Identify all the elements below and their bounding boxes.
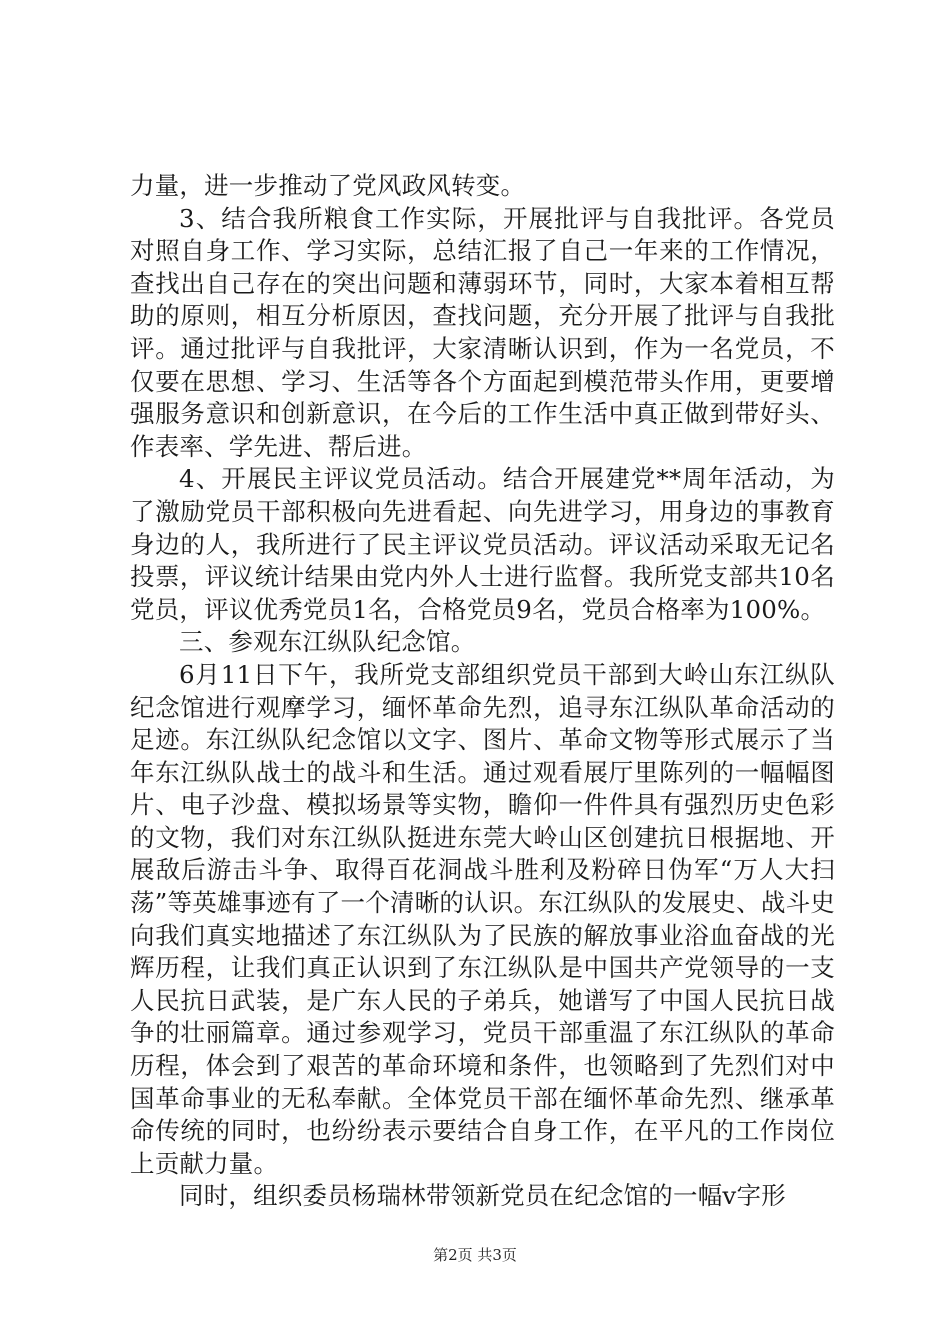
section-heading-memorial-visit: 三、参观东江纵队纪念馆。	[179, 627, 476, 657]
page-footer: 第2页 共3页	[433, 1246, 517, 1264]
paragraph-memorial-visit: 6月11日下午，我所党支部组织党员干部到大岭山东江纵队纪念馆进行观摩学习，缅怀革命先烈，追寻东江纵队革命活动的足迹。东江纵队纪念馆以文字、图片、革命文物等形式展示了当年东江纵队战士的战斗和生活。通过观看展厅里陈列的一幅幅图片、电子沙盘、模拟场景等实物，瞻仰一件件具有强烈历史色彩的文物，我们对东江纵队挺进东莞大岭山区创建抗日根据地、开展敌后游击斗争、取得百花洞战斗胜利及粉碎日伪军“万人大扫荡”等英雄事迹有了一个清晰的认识。东江纵队的发展史、战斗史向我们真实地描述了东江纵队为了民族的解放事业浴血奋战的光辉历程，让我们真正认识到了东江纵队是中国共产党领导的一支人民抗日武装，是广东人民的子弟兵，她谱写了中国人民抗日战争的壮丽篇章。通过参观学习，党员干部重温了东江纵队的革命历程，体会到了艰苦的革命环境和条件，也领略到了先烈们对中国革命事业的无私奉献。全体党员干部在缅怀革命先烈、继承革命传统的同时，也纷纷表示要结合自身工作，在平凡的工作岗位上贡献力量。	[130, 659, 835, 1178]
paragraph-democratic-review: 4、开展民主评议党员活动。结合开展建党**周年活动，为了激励党员干部积极向先进看起、向先进学习，用身边的事教育身边的人，我所进行了民主评议党员活动。评议活动采取无记名投票，评议统计结果由党内外人士进行监督。我所党支部共10名党员，评议优秀党员1名，合格党员9名，党员合格率为100%。	[130, 464, 835, 624]
paragraph-continuation: 力量，进一步推动了党风政风转变。	[130, 171, 526, 200]
body-text	[130, 170, 835, 1213]
paragraph-criticism: 3、结合我所粮食工作实际，开展批评与自我批评。各党员对照自身工作、学习实际，总结汇报了自己一年来的工作情况，查找出自己存在的突出问题和薄弱环节，同时，大家本着相互帮助的原则，相互分析原因，查找问题，充分开展了批评与自我批评。通过批评与自我批评，大家清晰认识到，作为一名党员，不仅要在思想、学习、生活等各个方面起到模范带头作用，更要增强服务意识和创新意识，在今后的工作生活中真正做到带好头、作表率、学先进、帮后进。	[130, 203, 835, 461]
paragraph-new-members: 同时，组织委员杨瑞林带领新党员在纪念馆的一幅v字形	[179, 1181, 786, 1211]
